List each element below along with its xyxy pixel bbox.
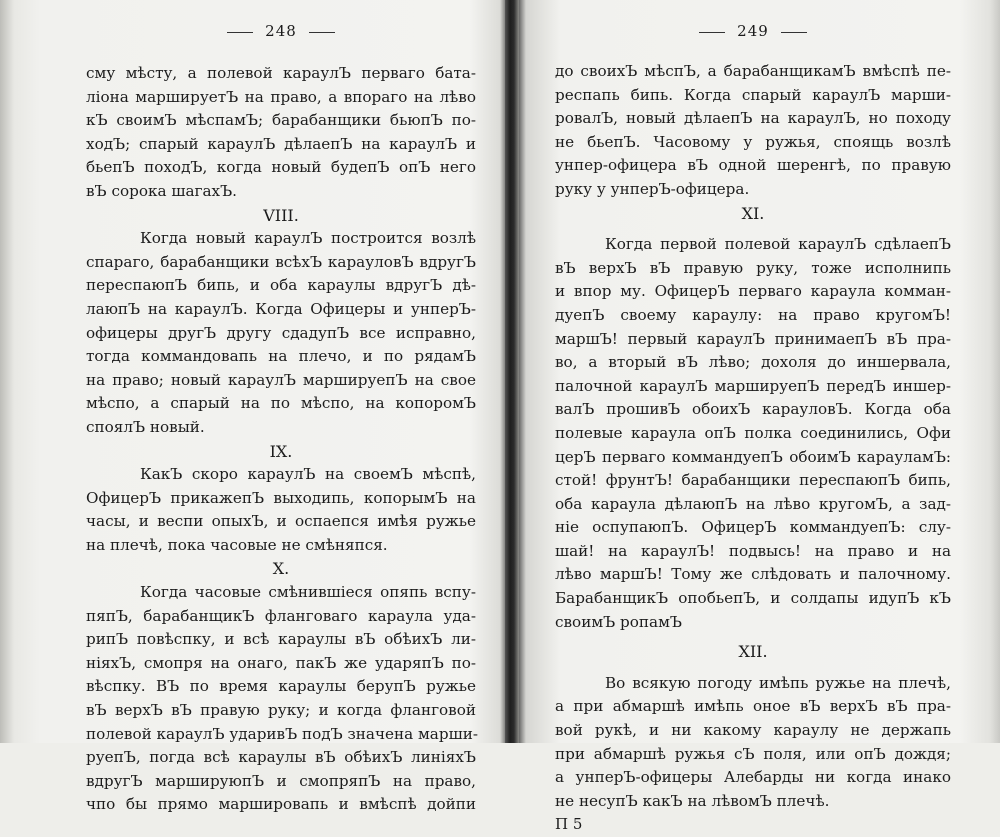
- text-line: сму мѣсту, а полевой караулЪ перваго бата-: [86, 64, 476, 82]
- text-line: рипЪ повѣспку, и всѣ караулы вЪ обѣихЪ ли-: [86, 630, 476, 649]
- text-line: шай! на караулЪ! подвысь! на право и на: [555, 541, 951, 560]
- text-line: и впор му. ОфицерЪ перваго караула комман-: [555, 282, 951, 301]
- text-line: ОфицерЪ прикажепЪ выходипь, копорымЪ на: [86, 488, 476, 507]
- text-line: своимЪ ропамЪ: [555, 612, 682, 631]
- text-line: пяпЪ, барабанщикЪ фланговаго караула удa-: [86, 606, 476, 625]
- text-line: Когда часовые смѣнившіеся опяпь вспу-: [140, 583, 476, 602]
- text-line: респапь бипь. Когда спарый караулЪ марши-: [555, 85, 951, 104]
- text-line: а при абмаршѣ имѣпь оное вЪ верхЪ вЪ пра-: [555, 697, 951, 716]
- text-line: палочной караулЪ маршируепЪ передЪ иншер-: [555, 376, 951, 395]
- text-line: лѣво маршЪ! Тому же слѣдовать и палочному.: [555, 565, 951, 584]
- section-heading-xi: XI.: [741, 203, 765, 223]
- left-paragraph-3: [86, 463, 476, 557]
- text-line: вЪ верхЪ вЪ правую руку, тоже исполнипь: [555, 258, 951, 277]
- section-heading-ix: IX.: [269, 441, 293, 461]
- text-line: во, а вторый вЪ лѣво; дохоля до иншервала,: [555, 353, 951, 372]
- text-line: тогда коммандовапь на плечо, и по рядамЪ: [86, 347, 476, 366]
- text-line: руку у унперЪ-офицера.: [555, 179, 750, 198]
- text-line: ліона маршируетЪ на право, а впораго на лѣво: [86, 87, 476, 106]
- text-line: кЪ своимЪ мѣспамЪ; барабанщики бьюпЪ по-: [86, 111, 476, 130]
- text-line: мѣспо, а спарый на по мѣспо, на копоромЪ: [86, 394, 476, 413]
- text-line: не бьепЪ. Часовому у ружья, споящь возлѣ: [555, 132, 951, 151]
- right-paragraph-2: [555, 233, 951, 634]
- text-line: стой! фрунтЪ! барабанщики переспаюпЪ бипь,: [555, 471, 951, 490]
- book-spine: [505, 0, 519, 743]
- text-line: ровалЪ, новый дѣлаепЪ на караулЪ, но походу: [555, 109, 951, 128]
- left-paragraph-2: [86, 227, 476, 439]
- left-paragraph-1: [86, 62, 476, 204]
- text-line: валЪ прошивЪ обоихЪ карауловЪ. Когда оба: [555, 400, 951, 419]
- left-page-folio: [86, 22, 476, 40]
- right-page-number: 249: [737, 22, 769, 40]
- text-line: вдругЪ маршируюпЪ и смопряпЪ на право,: [86, 771, 476, 790]
- section-heading-x: X.: [272, 559, 290, 579]
- text-line: ніяхЪ, смопря на онаго, пакЪ же ударяпЪ по-: [86, 653, 476, 672]
- text-line: Во всякую погоду имѣпь ружье на плечѣ,: [605, 673, 951, 692]
- text-line: переспаюпЪ бипь, и оба караулы вдругЪ дѣ-: [86, 276, 476, 295]
- text-line: вЪ верхЪ вЪ правую руку; и когда фланговой: [86, 701, 476, 720]
- text-line: вѣспку. ВЪ по время караулы берупЪ ружье: [86, 677, 476, 696]
- text-line: церЪ перваго коммандуепЪ обоимЪ карауламЪ:: [555, 447, 951, 466]
- section-heading-xii: XII.: [738, 642, 768, 662]
- text-line: чпо бы прямо маршировапь и вмѣспѣ дойпи: [86, 795, 476, 814]
- text-line: полевой караулЪ ударивЪ подЪ значена марши-: [86, 724, 478, 743]
- text-line: до своихЪ мѣспЪ, а барабанщикамЪ вмѣспѣ пе-: [555, 62, 951, 80]
- text-line: полевые караула опЪ полка соединились, Офи: [555, 423, 951, 442]
- text-line: на плечѣ, пока часовые не смѣняпся.: [86, 535, 388, 554]
- text-line: а унперЪ-офицеры Алебарды ни когда инако: [555, 768, 951, 787]
- text-line: вЪ сорока шагахЪ.: [86, 181, 237, 200]
- text-line: ходЪ; спарый караулЪ дѣлаепЪ на караулЪ и: [86, 134, 476, 153]
- text-line: не несупЪ какЪ на лѣвомЪ плечѣ.: [555, 791, 830, 810]
- left-page-body: [86, 62, 476, 817]
- text-line: руепЪ, погда всѣ караулы вЪ обѣихЪ линіяхЪ: [86, 748, 476, 767]
- text-line: унпер-офицера вЪ одной шеренгѣ, по правую: [555, 156, 951, 175]
- right-page-body: [555, 60, 951, 837]
- text-line: оба караула дѣлаюпЪ на лѣво кругомЪ, а зад-: [555, 494, 951, 513]
- text-line: бьепЪ походЪ, когда новый будепЪ опЪ него: [86, 158, 476, 177]
- text-line: Когда первой полевой караулЪ сдѣлаепЪ: [605, 235, 951, 254]
- signature-mark: П 5: [555, 815, 583, 834]
- text-line: на право; новый караулЪ маршируепЪ на свое: [86, 370, 476, 389]
- text-line: офицеры другЪ другу сдадупЪ все исправно,: [86, 323, 476, 342]
- text-line: спараго, барабанщики всѣхЪ карауловЪ вдругЪ: [86, 252, 476, 271]
- text-line: часы, и веспи опыхЪ, и оспаепся имѣя ружье: [86, 512, 476, 531]
- text-line: дуепЪ своему караулу: на право кругомЪ!: [555, 305, 951, 324]
- right-paragraph-1: [555, 60, 951, 202]
- section-heading-viii: VIII.: [263, 205, 299, 225]
- text-line: ніе оспупаюпЪ. ОфицерЪ коммандуепЪ: слу-: [555, 518, 951, 537]
- text-line: КакЪ скоро караулЪ на своемЪ мѣспѣ,: [140, 465, 476, 484]
- text-line: вой рукѣ, и ни какому караулу не держапь: [555, 721, 951, 740]
- text-line: Когда новый караулЪ построится возлѣ: [140, 229, 476, 248]
- text-line: БарабанщикЪ опобьепЪ, и солдапы идупЪ кЪ: [555, 589, 951, 608]
- text-line: при абмаршѣ ружья сЪ поля, или опЪ дождя;: [555, 744, 951, 763]
- left-page-number: 248: [265, 22, 297, 40]
- text-line: лаюпЪ на караулЪ. Когда Офицеры и унперЪ-: [86, 299, 476, 318]
- text-line: маршЪ! первый караулЪ принимаепЪ вЪ пра-: [555, 329, 951, 348]
- right-page-folio: [555, 22, 951, 40]
- left-paragraph-4: [86, 581, 476, 817]
- text-line: споялЪ новый.: [86, 417, 205, 436]
